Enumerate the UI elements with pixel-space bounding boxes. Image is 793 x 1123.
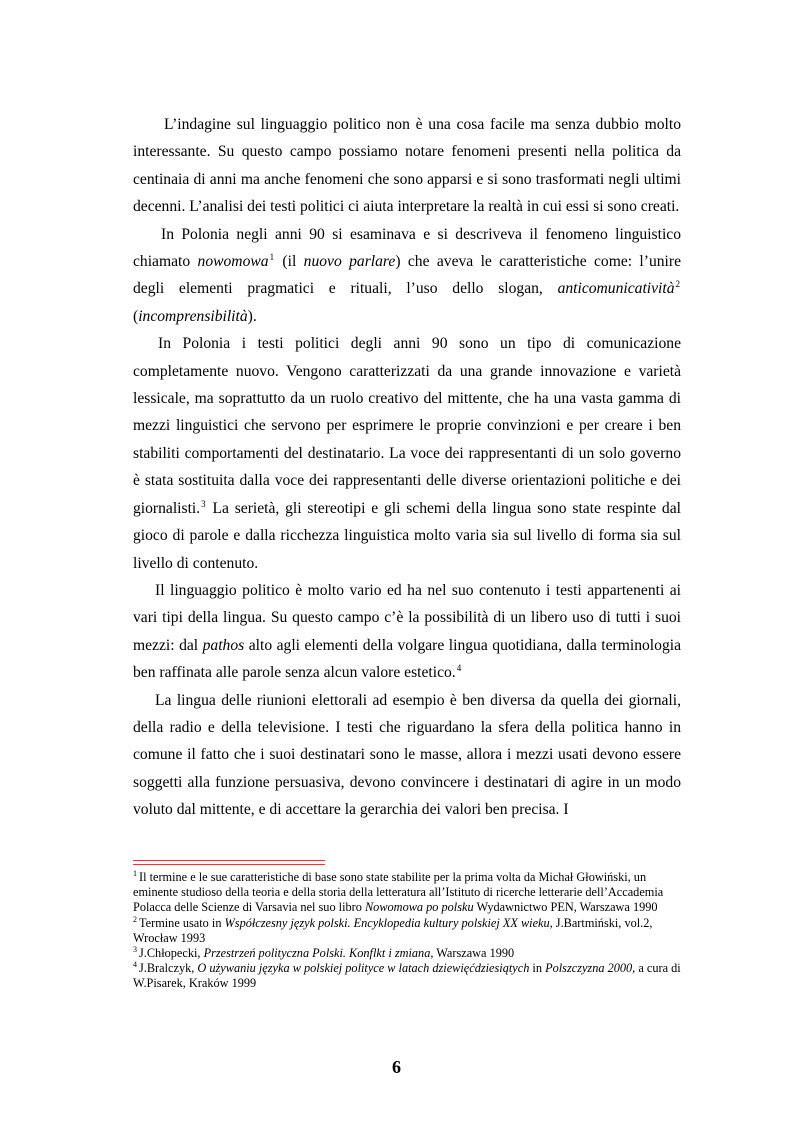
- paragraph-text: La lingua delle riunioni elettorali ad esempio è ben diversa da quella dei giornali, della radio e della televisione. I testi che riguardano la sfera della politica hanno in comune il fatto che i suoi destinatari sono le masse, allora i mezzi usati devono essere soggetti alla funzione persuasiva, devono convincere i destinatari di agire in un modo voluto dal mittente, e di accettare la gerarchia dei valori ben precisa. I: [133, 691, 681, 819]
- footnote-number: 3: [133, 944, 137, 954]
- paragraph-text: (il: [275, 253, 304, 271]
- paragraph-text: In Polonia i testi politici degli anni 90 sono un tipo di comunicazione completamente nuovo. Vengono caratterizzati da una grande innovazione e varietà lessicale, ma soprattutto da un ruolo creativo del mittente, che ha una vasta gamma di mezzi linguistici che servono per esprimere le proprie convinzioni e per creare i ben stabiliti comportamenti del destinatario. La voce dei rappresentanti di un solo governo è stata sostituita dalla voce dei rappresentanti delle diverse orientazioni politiche e dei giornalisti.: [133, 335, 681, 517]
- footnote-2: [133, 916, 693, 946]
- footnote-number: 2: [133, 914, 137, 924]
- paragraph-2: [133, 221, 681, 331]
- footnote-text: J.Chłopecki,: [139, 946, 204, 961]
- paragraph-text: alto agli elementi della volgare lingua quotidiana, dalla terminologia ben raffinata alle parole senza alcun valore estetico.: [133, 636, 681, 682]
- italic-term: pathos: [202, 636, 245, 654]
- footnote-text: Wydawnictwo PEN, Warszawa 1990: [473, 900, 658, 915]
- footnote-4: [133, 961, 693, 991]
- footnote-3: [133, 946, 693, 961]
- footnote-text: in: [529, 961, 546, 976]
- paragraph-text: In Polonia negli anni 90 si esaminava e si descriveva il fenomeno linguistico chiamato: [133, 225, 681, 271]
- footnote-text: Termine usato in: [139, 915, 225, 930]
- separator-line: [133, 860, 325, 861]
- footnote-text: , J.Bartmiński, vol.2, Wrocław 1993: [133, 915, 653, 945]
- footnote-reference: 3: [201, 498, 206, 509]
- paragraph-5: [133, 687, 681, 824]
- separator-line: [133, 864, 325, 865]
- footnote-text: J.Bralczyk,: [139, 961, 198, 976]
- footnote-number: 4: [133, 960, 137, 970]
- footnote-title: Polszczyzna 2000,: [545, 961, 636, 976]
- italic-term: nowomowa: [197, 253, 269, 271]
- footnote-text: Warszawa 1990: [433, 946, 515, 961]
- footnote-1: [133, 870, 693, 916]
- body-text: [133, 111, 681, 824]
- italic-term: incomprensibilità: [138, 307, 248, 325]
- footnote-title: Współczesny język polski. Encyklopedia kultury polskiej XX wieku: [224, 915, 550, 930]
- footnote-reference: 2: [675, 279, 680, 290]
- paragraph-text: Il linguaggio politico è molto vario ed ha nel suo contenuto i testi appartenenti ai vari tipi della lingua. Su questo campo c’è la possibilità di un libero uso di tutti i suoi mezzi: dal: [133, 581, 681, 654]
- footnote-text: a cura di W.Pisarek, Kraków 1999: [133, 961, 681, 991]
- footnote-title: Przestrzeń polityczna Polski. Konflkt i zmiana,: [203, 946, 434, 961]
- footnote-reference: 1: [269, 251, 275, 262]
- footnotes: [133, 870, 693, 992]
- italic-term: anticomunicatività: [557, 280, 675, 298]
- paragraph-text: La serietà, gli stereotipi e gli schemi della lingua sono state respinte dal gioco di parole e dalla ricchezza linguistica molto varia sia sul livello di forma sia sul livello di contenuto.: [133, 499, 681, 572]
- footnote-title: Nowomowa po polsku: [364, 900, 474, 915]
- paragraph-1: [133, 111, 681, 221]
- paragraph-text: ).: [247, 307, 257, 325]
- footnote-number: 1: [133, 868, 137, 878]
- italic-term: nuovo parlare: [303, 253, 396, 271]
- paragraph-text: ) che aveva le caratteristiche come: l’unire degli elementi pragmatici e rituali, l’uso dello slogan,: [133, 253, 681, 298]
- paragraph-4: [133, 577, 681, 687]
- footnote-text: Il termine e le sue caratteristiche di base sono state stabilite per la prima volta da Michał Głowiński, un eminente studioso della teoria e della storia della letteratura all’Istituto di ricerche letterarie dell’Accademia Polacca delle Scienze di Varsavia nel suo libro: [133, 870, 664, 915]
- paragraph-text: L’indagine sul linguaggio politico non è una cosa facile ma senza dubbio molto interessante. Su questo campo possiamo notare fenomeni presenti nella politica da centinaia di anni ma anche fenomeni che sono apparsi e si sono trasformati negli ultimi decenni. L’analisi dei testi politici ci aiuta interpretare la realtà in cui essi si sono creati.: [133, 116, 681, 216]
- page-number: 6: [392, 1057, 401, 1077]
- paragraph-3: [133, 330, 681, 577]
- footnote-title: O używaniu języka w polskiej polityce w latach dziewięćdziesiątych: [197, 961, 530, 976]
- footnote-reference: 4: [456, 662, 462, 673]
- paragraph-text: (: [133, 307, 139, 325]
- footnote-separator: [133, 860, 325, 866]
